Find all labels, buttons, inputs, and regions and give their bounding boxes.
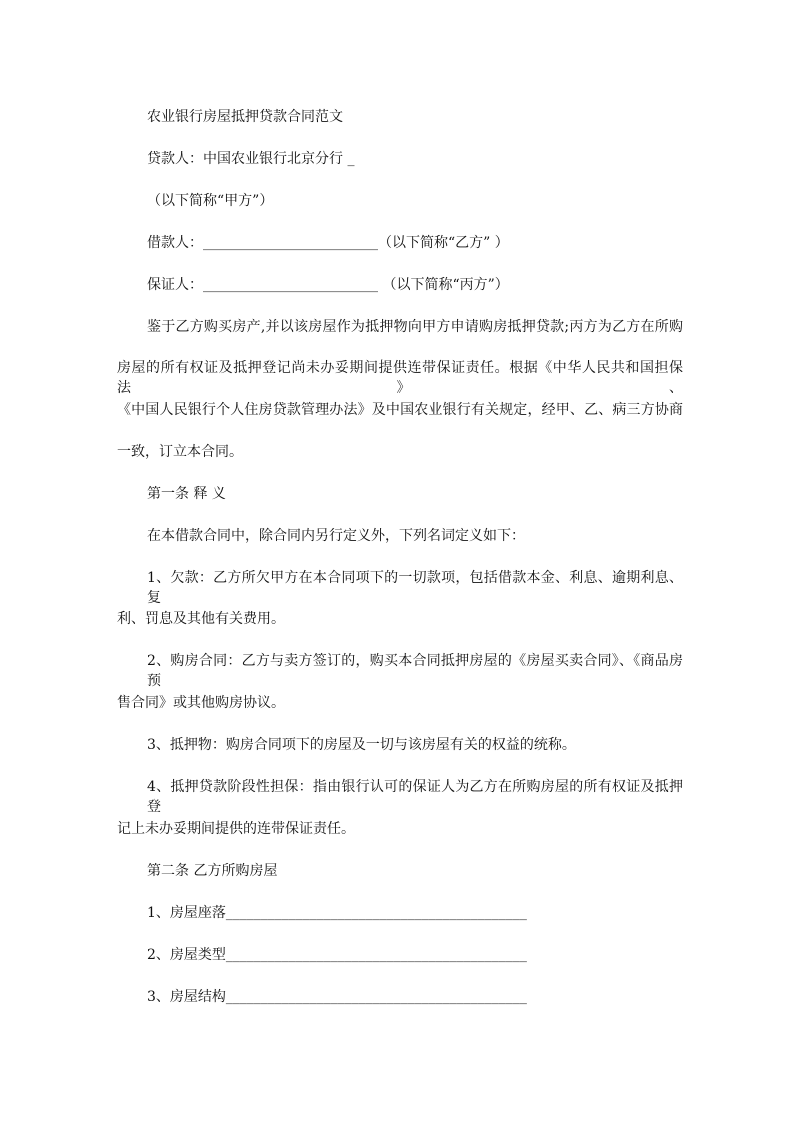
article1-item4-line-2: 记上未办妥期间提供的连带保证责任。 bbox=[117, 821, 355, 837]
article1-item1-line-2: 利、罚息及其他有关费用。 bbox=[117, 611, 285, 627]
article1-item4-line-1: 4、抵押贷款阶段性担保：指由银行认可的保证人为乙方在所购房屋的所有权证及抵押登 bbox=[147, 779, 683, 815]
house-structure-line: 3、房屋结构___________________________________________ bbox=[147, 989, 527, 1005]
house-location-line: 1、房屋座落___________________________________________ bbox=[147, 905, 527, 921]
preamble-line-1: 鉴于乙方购买房产,并以该房屋作为抵押物向甲方申请购房抵押贷款;丙方为乙方在所购 bbox=[147, 319, 683, 335]
article1-intro: 在本借款合同中，除合同内另行定义外，下列名词定义如下： bbox=[147, 528, 525, 544]
article1-item2-line-2: 售合同》或其他购房协议。 bbox=[117, 695, 285, 711]
lender-line: 贷款人：中国农业银行北京分行 _ bbox=[147, 151, 355, 167]
lender-alias-line: （以下简称“甲方”） bbox=[147, 193, 274, 209]
article1-item1-line-1: 1、欠款：乙方所欠甲方在本合同项下的一切款项，包括借款本金、利息、逾期利息、复 bbox=[147, 570, 683, 606]
preamble-line-2: 房屋的所有权证及抵押登记尚未办妥期间提供连带保证责任。根据《中华人民共和国担保法》、 bbox=[117, 360, 683, 396]
article1-item3: 3、抵押物：购房合同项下的房屋及一切与该房屋有关的权益的统称。 bbox=[147, 737, 576, 753]
guarantor-line: 保证人：_________________________ （以下简称“丙方”） bbox=[147, 277, 509, 293]
article1-item2-line-1: 2、购房合同：乙方与卖方签订的，购买本合同抵押房屋的《房屋买卖合同》、《商品房预 bbox=[147, 653, 683, 689]
article1-heading: 第一条 释 义 bbox=[147, 486, 226, 502]
article2-heading: 第二条 乙方所购房屋 bbox=[147, 863, 278, 879]
house-type-line: 2、房屋类型___________________________________________ bbox=[147, 947, 527, 963]
preamble-line-4: 一致，订立本合同。 bbox=[117, 444, 243, 460]
document-title: 农业银行房屋抵押贷款合同范文 bbox=[147, 109, 343, 125]
preamble-line-3: 《中国人民银行个人住房贷款管理办法》及中国农业银行有关规定，经甲、乙、病三方协商 bbox=[117, 402, 683, 418]
borrower-line: 借款人：_________________________（以下简称“乙方” ） bbox=[147, 235, 509, 251]
